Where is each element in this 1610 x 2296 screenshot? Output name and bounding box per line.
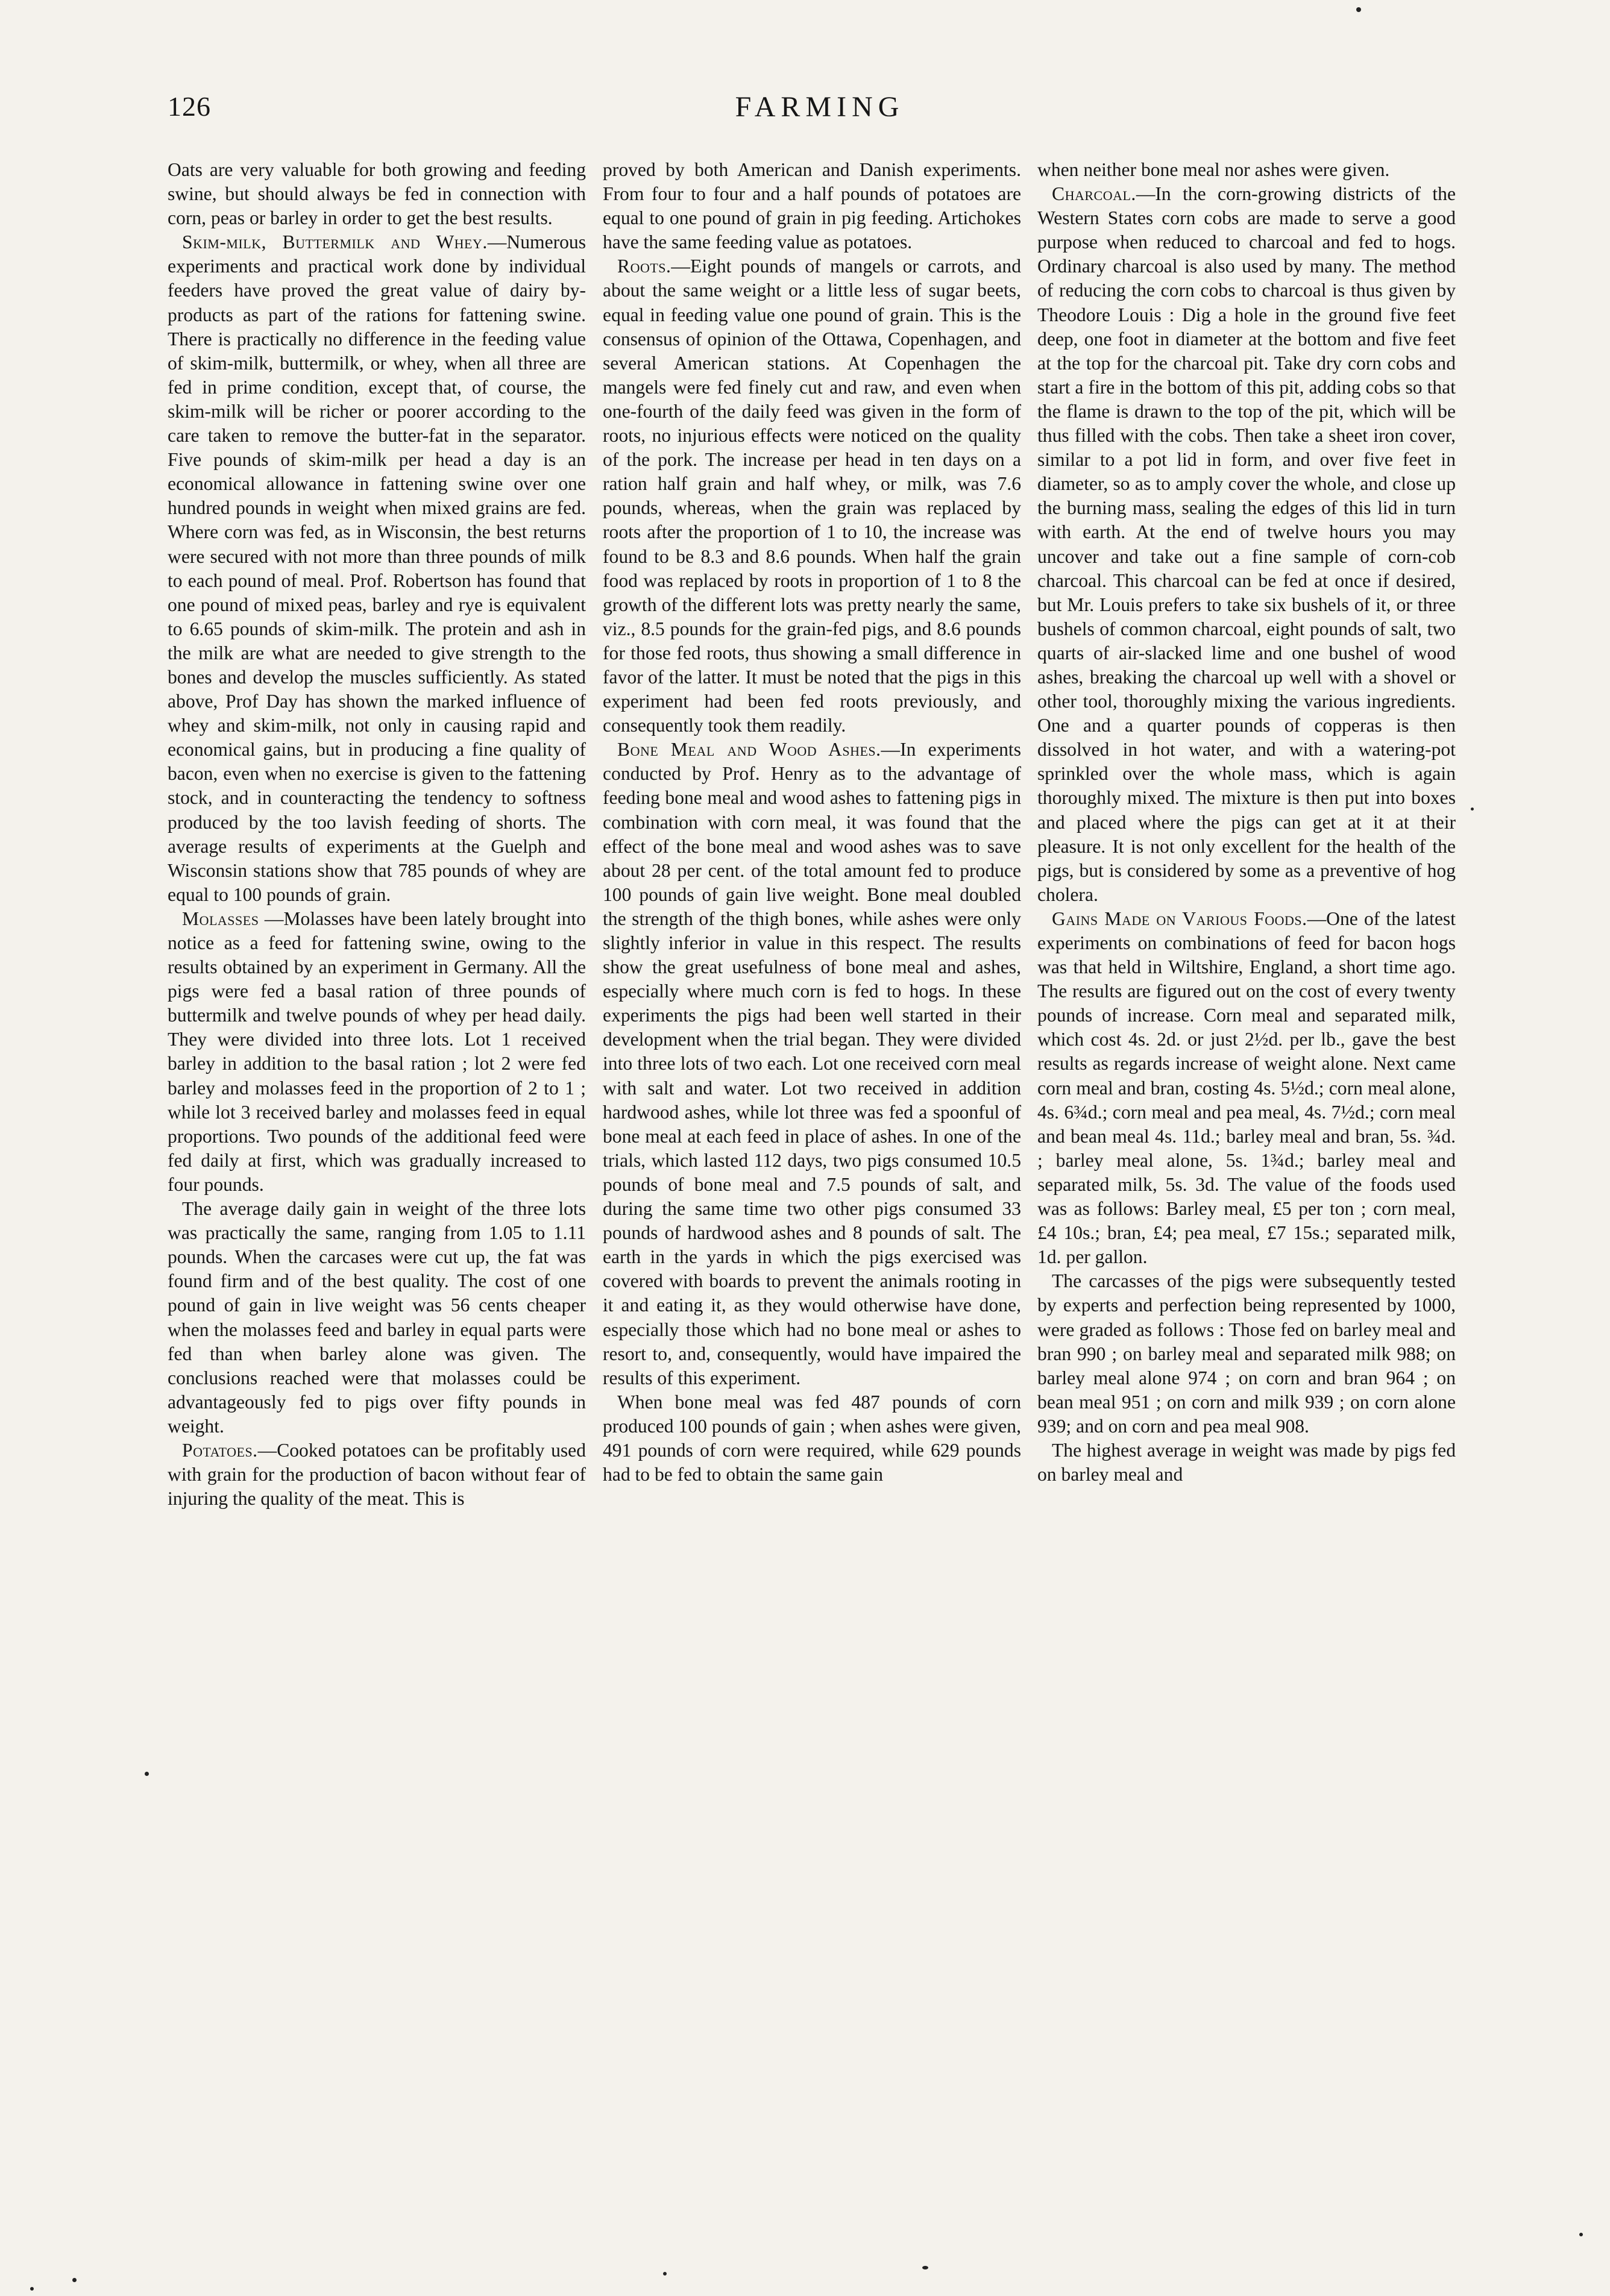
paragraph-text: —In the corn-growing districts of the Western States corn cobs are made to serve a good purpose when reduced to charcoal and fed to hogs. Ordinary charcoal is also used by many. The method of reducing the corn cobs to charcoal is thus given by Theodore Louis : Dig a hole in the ground five feet deep, one foot in diameter at the bottom and five feet at the top for the charcoal pit. Take dry corn cobs and start a fire in the bottom of this pit, adding cobs so that the flame is drawn to the top of the pit, which will be thus filled with the cobs. Then take a sheet iron cover, similar to a pot lid in form, and over five feet in diameter, so as to amply cover the whole, and close up the burning mass, sealing the edges of this lid in turn with earth. At the end of twelve hours you may uncover and take out a fine sample of corn-cob charcoal. This charcoal can be fed at once if desired, but Mr. Louis prefers to take six bushels of it, or three bushels of common charcoal, eight pounds of salt, two quarts of air-slacked lime and one bushel of wood ashes, breaking the charcoal up well with a shovel or other tool, thoroughly mixing the various ingredients. One and a quarter pounds of copperas is then dissolved in hot water, and with a watering-pot sprinkled over the whole mass, which is again thoroughly mixed. The mixture is then put into boxes and placed where the pigs can get at it at their pleasure. It is not only excellent for the health of the pigs, but is considered by some as a preventive of hog cholera. [1037, 183, 1456, 905]
scan-speck [1356, 7, 1361, 12]
section-heading: Roots. [617, 256, 671, 277]
paragraph-text: —In experiments conducted by Prof. Henry as to the advantage of feeding bone meal and wood ashes to fattening pigs in combination with corn meal, it was found that the effect of the bone meal and wood ashes was to save about 28 per cent. of the total amount fed to produce 100 pounds of gain live weight. Bone meal doubled the strength of the thigh bones, while ashes were only slightly inferior in value in this respect. The results show the great usefulness of bone meal and ashes, especially where much corn is fed to hogs. In these experiments the pigs had been well started in their development when the trial began. They were divided into three lots of two each. Lot one received corn meal with salt and water. Lot two received in addition hardwood ashes, while lot three was fed a spoonful of bone meal at each feed in place of ashes. In one of the trials, which lasted 112 days, two pigs consumed 10.5 pounds of bone meal and 7.5 pounds of salt, and during the same time two other pigs consumed 33 pounds of hardwood ashes and 8 pounds of salt. The earth in the yards in which the pigs exercised was covered with boards to prevent the animals rooting in it and eating it, as they would otherwise have done, especially those which had no bone meal or ashes to resort to, and, consequently, would have impaired the results of this experiment. [603, 739, 1021, 1388]
paragraph [1037, 1269, 1456, 1438]
scan-speck [1579, 2233, 1583, 2236]
text-column-2 [603, 158, 1021, 1487]
paragraph [1037, 1438, 1456, 1487]
page-number: 126 [168, 91, 211, 122]
paragraph-text: —One of the latest experiments on combinations of feed for bacon hogs was that held in Wiltshire, England, a short time ago. The results are figured out on the cost of every twenty pounds of increase. Corn meal and separated milk, which cost 4s. 2d. or just 2½d. per lb., gave the best results as regards increase of weight alone. Next came corn meal and bran, costing 4s. 5½d.; corn meal alone, 4s. 6¾d.; corn meal and pea meal, 4s. 7½d.; corn meal and bean meal 4s. 11d.; barley meal and bran, 5s. ¾d. ; barley meal alone, 5s. 1¾d.; barley meal and separated milk, 5s. 3d. The value of the foods used was as follows: Barley meal, £5 per ton ; corn meal, £4 10s.; bran, £4; pea meal, £7 15s.; separated milk, 1d. per gallon. [1037, 908, 1456, 1268]
scan-speck [663, 2272, 667, 2276]
section-heading: Skim-milk, Buttermilk and Whey. [182, 231, 488, 253]
scan-speck [72, 2278, 77, 2282]
scan-speck [1471, 808, 1474, 811]
paragraph [1037, 907, 1456, 1269]
paragraph [1037, 182, 1456, 907]
paragraph-text: —Numerous experiments and practical work done by individual feeders have proved the great value of dairy by-products as part of the rations for fattening swine. There is practically no difference in the feeding value of skim-milk, buttermilk, or whey, when all three are fed in prime condition, except that, of course, the skim-milk will be richer or poorer according to the care taken to remove the butter-fat in the separator. Five pounds of skim-milk per head a day is an economical allowance in fattening swine over one hundred pounds in weight when mixed grains are fed. Where corn was fed, as in Wisconsin, the best returns were secured with not more than three pounds of milk to each pound of meal. Prof. Robertson has found that one pound of mixed peas, barley and rye is equivalent to 6.65 pounds of skim-milk. The protein and ash in the milk are what are needed to give strength to the bones and develop the muscles sufficiently. As stated above, Prof Day has shown the marked influence of whey and skim-milk, not only in causing rapid and economical gains, but in producing a fine quality of bacon, even when no exercise is given to the fattening stock, and in counteracting the tendency to softness produced by the too lavish feeding of shorts. The average results of experiments at the Guelph and Wisconsin stations show that 785 pounds of whey are equal to 100 pounds of grain. [168, 231, 586, 905]
paragraph [603, 738, 1021, 1390]
paragraph [168, 1197, 586, 1438]
text-column-1 [168, 158, 586, 1511]
paragraph [168, 158, 586, 230]
paragraph [603, 158, 1021, 254]
paragraph [168, 230, 586, 907]
section-heading: Gains Made on Various Foods. [1052, 908, 1307, 929]
paragraph-text: proved by both American and Danish experiments. From four to four and a half pounds of potatoes are equal to one pound of grain in pig feeding. Artichokes have the same feeding value as potatoes. [603, 159, 1021, 253]
paragraph-text: —Eight pounds of mangels or carrots, and about the same weight or a little less of sugar beets, equal in feeding value one pound of grain. This is the consensus of opinion of the Ottawa, Copenhagen, and several American stations. At Copenhagen the mangels were fed finely cut and raw, and even when one-fourth of the daily feed was given in the form of roots, no injurious effects were noticed on the quality of the pork. The increase per head in ten days on a ration half grain and half whey, or milk, was 7.6 pounds, whereas, when the grain was replaced by roots after the proportion of 1 to 10, the increase was found to be 8.3 and 8.6 pounds. When half the grain food was replaced by roots in proportion of 1 to 8 the growth of the different lots was pretty nearly the same, viz., 8.5 pounds for the grain-fed pigs, and 8.6 pounds for those fed roots, thus showing a small difference in favor of the latter. It must be noted that the pigs in this experiment had been fed roots previously, and consequently took them readily. [603, 256, 1021, 736]
paragraph-text: Oats are very valuable for both growing and feeding swine, but should always be fed in connection with corn, peas or barley in order to get the best results. [168, 159, 586, 229]
paragraph-text: When bone meal was fed 487 pounds of corn produced 100 pounds of gain ; when ashes were given, 491 pounds of corn were required, while 629 pounds had to be fed to obtain the same gain [603, 1391, 1021, 1485]
section-heading: Potatoes. [182, 1439, 258, 1461]
scan-speck [145, 1772, 149, 1776]
paragraph-text: —Molasses have been lately brought into notice as a feed for fattening swine, owing to the results obtained by an experiment in Germany. All the pigs were fed a basal ration of three pounds of buttermilk and twelve pounds of whey per head daily. They were divided into three lots. Lot 1 received barley in addition to the basal ration ; lot 2 were fed barley and molasses feed in the proportion of 2 to 1 ; while lot 3 received barley and molasses feed in equal proportions. Two pounds of the additional feed were fed daily at first, which was gradually increased to four pounds. [168, 908, 586, 1195]
paragraph-text: —Cooked potatoes can be profitably used with grain for the production of bacon without fear of injuring the quality of the meat. This is [168, 1439, 586, 1510]
section-heading: Molasses [182, 908, 259, 929]
paragraph-text: The highest average in weight was made by pigs fed on barley meal and [1037, 1439, 1456, 1485]
section-heading: Bone Meal and Wood Ashes. [617, 739, 881, 761]
running-head: FARMING [735, 91, 905, 123]
paragraph [1037, 158, 1456, 182]
paragraph [168, 1438, 586, 1511]
paragraph-text: The carcasses of the pigs were subsequently tested by experts and perfection being represented by 1000, were graded as follows : Those fed on barley meal and bran 990 ; on barley meal and separated milk 988; on barley meal alone 974 ; on corn and bran 964 ; on bean meal 951 ; on corn and milk 939 ; on corn alone 939; and on corn and pea meal 908. [1037, 1270, 1456, 1437]
paragraph [603, 254, 1021, 738]
section-heading: Charcoal. [1052, 183, 1136, 205]
paragraph [603, 1390, 1021, 1487]
text-column-3 [1037, 158, 1456, 1487]
paragraph [168, 907, 586, 1197]
paragraph-text: The average daily gain in weight of the three lots was practically the same, ranging from 1.05 to 1.11 pounds. When the carcases were cut up, the fat was found firm and of the best quality. The cost of one pound of gain in live weight was 56 cents cheaper when the molasses feed and barley in equal parts were fed than when barley alone was given. The conclusions reached were that molasses could be advantageously fed to pigs over fifty pounds in weight. [168, 1198, 586, 1437]
scan-speck [30, 2287, 34, 2291]
scan-speck [922, 2266, 928, 2269]
paragraph-text: when neither bone meal nor ashes were given. [1037, 159, 1390, 180]
